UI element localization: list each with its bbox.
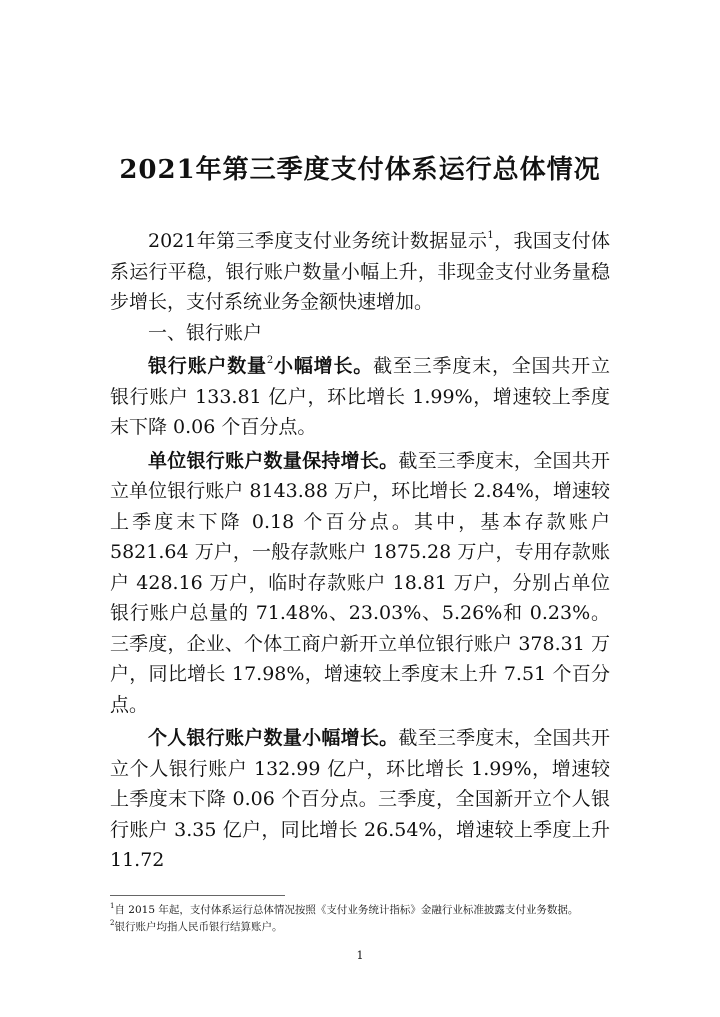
section-heading-bank-accounts: 一、银行账户 [148, 321, 263, 344]
lead-bank-accounts-b: 小幅增长。 [273, 355, 374, 377]
footnote-2 [110, 919, 630, 936]
footnote-1 [110, 902, 630, 919]
document-body [110, 226, 610, 876]
paragraph-personal-accounts [110, 723, 610, 876]
text-personal-accounts: 截至三季度末，全国共开立个人银行账户 132.99 亿户，环比增长 1.99%，增速较上季度末下降 0.06 个百分点。三季度，全国新开立个人银行账户 3.35 亿户，同比增长 26.54%，增速较上季度上升 11.72 [110, 727, 610, 871]
footnote-2-text: 银行账户均指人民币银行结算账户。 [114, 921, 283, 933]
footnotes [110, 902, 630, 936]
footnote-1-mark: 1 [110, 902, 115, 910]
footnote-2-mark: 2 [110, 919, 115, 927]
intro-text-a: 2021年第三季度支付业务统计数据显示 [148, 230, 488, 252]
document-title: 2021年第三季度支付体系运行总体情况 [119, 155, 601, 185]
footnote-1-text: 自 2015 年起，支付体系运行总体情况按照《支付业务统计指标》金融行业标准披露支付业务数据。 [114, 904, 579, 916]
footnote-ref-2: 2 [266, 355, 274, 366]
intro-paragraph [110, 226, 610, 318]
text-unit-accounts: 截至三季度末，全国共开立单位银行账户 8143.88 万户，环比增长 2.84%，增速较上季度末下降 0.18 个百分点。其中，基本存款账户 5821.64 万户，一般存款账户 1875.28 万户，专用存款账户 428.16 万户，临时存款账户 18.81 万户，分别占单位银行账户总量的 71.48%、23.03%、5.26%和 0.23%。三季度，企业、个体工商户新开立单位银行账户 378.31 万户，同比增长 17.98%，增速较上季度末上升 7.51 个百分点。 [110, 449, 610, 716]
paragraph-unit-accounts [110, 446, 610, 721]
lead-unit-accounts: 单位银行账户数量保持增长。 [148, 449, 399, 472]
text-bank-accounts: 截至三季度末，全国共开立银行账户 133.81 亿户，环比增长 1.99%，增速较上季度末下降 0.06 个百分点。 [110, 355, 610, 438]
lead-bank-accounts-a: 银行账户数量 [148, 355, 267, 377]
intro-text-b: ，我国支付体系运行平稳，银行账户数量小幅上升，非现金支付业务量稳步增长，支付系统业务金额快速增加。 [110, 230, 610, 313]
footnote-divider [110, 895, 285, 896]
footnote-ref-1: 1 [487, 230, 494, 241]
lead-personal-accounts: 个人银行账户数量小幅增长。 [148, 727, 399, 749]
page-number: 1 [356, 949, 364, 962]
paragraph-bank-accounts [110, 351, 610, 443]
